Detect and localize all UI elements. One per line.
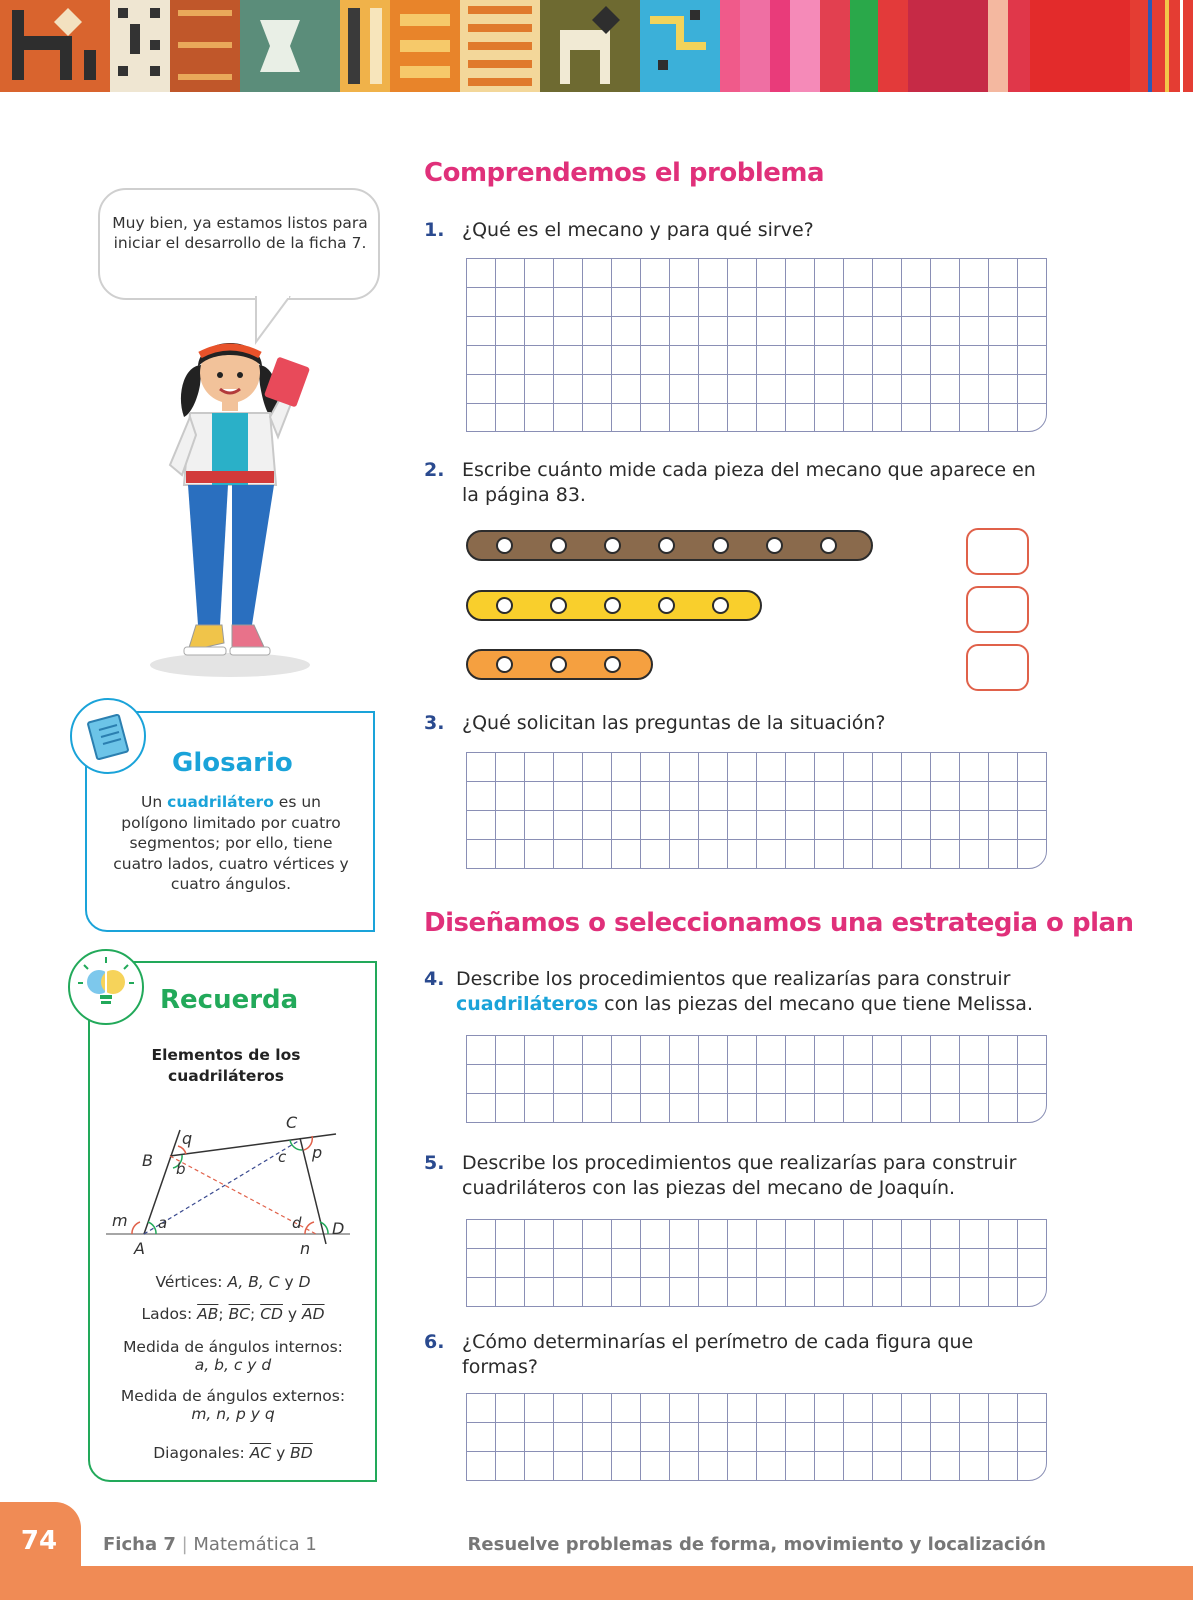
diagram-label-n: n	[300, 1239, 311, 1258]
piece-hole	[766, 537, 783, 554]
piece-hole	[496, 537, 513, 554]
diagram-label-b: b	[176, 1160, 186, 1178]
diagonales-label: Diagonales:	[153, 1444, 250, 1462]
answer-grid-3[interactable]	[466, 752, 1047, 869]
segment-cd: $\overline{CD}$	[260, 1305, 283, 1323]
footer-band	[0, 1566, 1193, 1600]
decorative-banner	[0, 0, 1193, 92]
vertices-label: Vértices:	[155, 1273, 228, 1291]
diagram-label-m: m	[112, 1211, 128, 1230]
recuerda-internos-values: a, b, c y d	[194, 1356, 272, 1374]
recuerda-subtitle: Elementos de los cuadriláteros	[151, 1046, 301, 1085]
question-2	[424, 458, 1044, 508]
question-number: 1.	[424, 219, 445, 241]
book-icon	[72, 700, 144, 772]
diagram-label-B: B	[142, 1151, 153, 1170]
glosario-text-part: es un polígono limitado por cuatro segmentos; por ello, tiene cuatro lados, cuatro vértices y cuatro ángulos.	[113, 793, 349, 893]
answer-grid-4[interactable]	[466, 1035, 1047, 1123]
question-number: 3.	[424, 712, 445, 734]
piece-hole	[550, 656, 567, 673]
page-number: 74	[20, 1526, 58, 1556]
diagonal-ac: $\overline{AC}$	[249, 1444, 272, 1462]
answer-grid-1[interactable]	[466, 258, 1047, 432]
diagram-label-q: q	[182, 1129, 193, 1148]
piece-hole	[604, 537, 621, 554]
piece-hole	[550, 597, 567, 614]
piece-hole	[658, 597, 675, 614]
recuerda-icon-circle	[68, 949, 144, 1025]
footer-separator: |	[175, 1534, 194, 1555]
diagram-label-p: p	[312, 1143, 323, 1162]
question-text: ¿Qué solicitan las preguntas de la situación?	[462, 712, 886, 734]
section-title-disenamos: Diseñamos o seleccionamos una estrategia o plan	[424, 908, 1134, 938]
segment-ad: $\overline{AD}$	[301, 1305, 325, 1323]
diagonal-bd: $\overline{BD}$	[290, 1444, 313, 1462]
question-text-part: Describe los procedimientos que realizarías para construir	[456, 968, 1011, 990]
mecano-piece-5-holes	[466, 590, 762, 621]
measure-answer-box-2[interactable]	[966, 586, 1029, 633]
question-6	[424, 1330, 1044, 1380]
piece-hole	[658, 537, 675, 554]
question-number: 5.	[424, 1152, 445, 1174]
textile-pattern-icon	[0, 0, 1193, 92]
diagram-label-d: d	[292, 1214, 302, 1232]
question-number: 4.	[424, 968, 445, 990]
measure-answer-box-3[interactable]	[966, 644, 1029, 691]
mecano-piece-7-holes	[466, 530, 873, 561]
glosario-term: cuadrilátero	[167, 793, 274, 811]
question-5	[424, 1151, 1044, 1201]
brain-lightbulb-icon	[70, 951, 142, 1023]
diagram-label-A: A	[134, 1239, 145, 1258]
recuerda-externos-label: Medida de ángulos externos:	[120, 1387, 346, 1405]
piece-hole	[712, 537, 729, 554]
piece-hole	[604, 656, 621, 673]
lados-label: Lados:	[141, 1305, 198, 1323]
answer-grid-5[interactable]	[466, 1219, 1047, 1307]
vertices-values: A, B, C	[227, 1273, 280, 1291]
student-girl-illustration	[140, 325, 320, 685]
quadrilateral-diagram	[100, 1110, 360, 1260]
piece-hole	[496, 597, 513, 614]
question-text: ¿Qué es el mecano y para qué sirve?	[462, 219, 814, 241]
recuerda-externos-values: m, n, p y q	[191, 1405, 275, 1423]
highlight-term-cuadrilateros[interactable]: cuadriláteros	[456, 993, 599, 1015]
piece-hole	[550, 537, 567, 554]
recuerda-lados: Lados: $\overline{AB}$; $\overline{BC}$; $\overline{CD}$ y $\overline{AD}$	[141, 1305, 325, 1323]
vertices-last: D	[298, 1273, 311, 1291]
glosario-icon-circle	[70, 698, 146, 774]
vertices-and: y	[279, 1273, 299, 1291]
footer-ficha	[103, 1534, 317, 1555]
question-text: ¿Cómo determinarías el perímetro de cada figura que formas?	[462, 1331, 974, 1378]
question-number: 2.	[424, 459, 445, 481]
diagram-label-C: C	[286, 1113, 298, 1132]
question-text	[456, 967, 1044, 1017]
question-text-part: con las piezas del mecano que tiene Melissa.	[598, 993, 1033, 1015]
footer-competencia: Resuelve problemas de forma, movimiento y localización	[467, 1534, 1046, 1555]
footer-subject: Matemática 1	[193, 1534, 317, 1555]
diagram-label-D: D	[332, 1219, 345, 1238]
diagram-label-c: c	[278, 1148, 287, 1166]
mecano-piece-3-holes	[466, 649, 653, 680]
glosario-text	[108, 792, 354, 895]
piece-hole	[604, 597, 621, 614]
glosario-text-part: Un	[141, 793, 168, 811]
recuerda-internos-label: Medida de ángulos internos:	[123, 1338, 343, 1356]
section-title-comprendemos: Comprendemos el problema	[424, 158, 825, 188]
question-4	[424, 967, 1044, 1017]
piece-hole	[712, 597, 729, 614]
measure-answer-box-1[interactable]	[966, 528, 1029, 575]
question-3	[424, 711, 1044, 736]
recuerda-diagonales: Diagonales: $\overline{AC}$ y $\overline{BD}$	[153, 1444, 313, 1462]
glosario-title: Glosario	[172, 748, 293, 778]
segment-bc: $\overline{BC}$	[228, 1305, 251, 1323]
answer-grid-6[interactable]	[466, 1393, 1047, 1481]
piece-hole	[496, 656, 513, 673]
speech-bubble-text: Muy bien, ya estamos listos para iniciar el desarrollo de la ficha 7.	[112, 214, 368, 252]
question-1	[424, 218, 1044, 243]
question-text: Describe los procedimientos que realizarías para construir cuadriláteros con las piezas del mecano de Joaquín.	[462, 1152, 1017, 1199]
piece-hole	[820, 537, 837, 554]
recuerda-vertices	[90, 1273, 376, 1291]
diagram-label-a: a	[158, 1214, 168, 1232]
segment-ab: $\overline{AB}$	[197, 1305, 219, 1323]
question-text: Escribe cuánto mide cada pieza del mecano que aparece en la página 83.	[462, 459, 1036, 506]
question-number: 6.	[424, 1331, 445, 1353]
footer-ficha-label: Ficha 7	[103, 1534, 176, 1555]
recuerda-title: Recuerda	[160, 985, 299, 1015]
